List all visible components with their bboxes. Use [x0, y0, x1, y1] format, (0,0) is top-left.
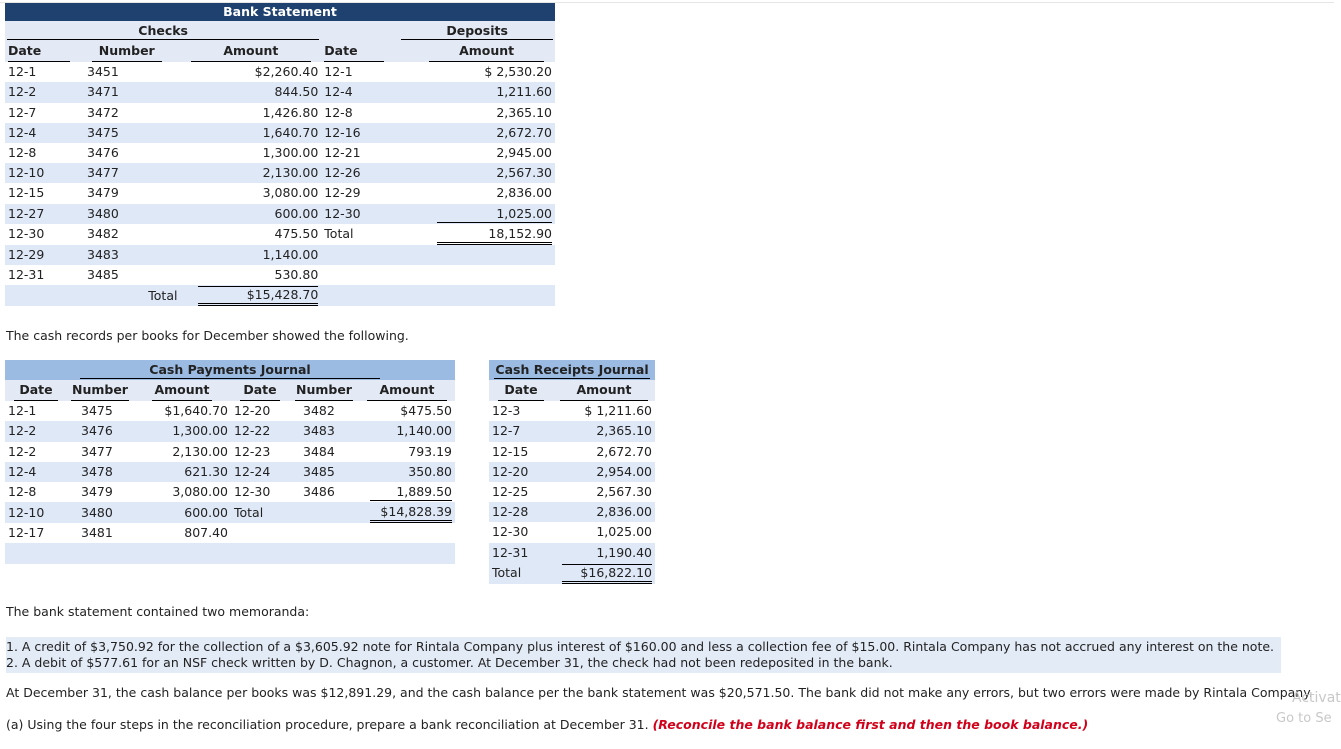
- deposit-amount: 2,672.70: [496, 124, 552, 140]
- memo-2: 2. A debit of $577.61 for an NSF check written by D. Chagnon, a customer. At December 31, the check had not been redeposited in the bank.: [6, 655, 893, 670]
- check-number: 3475: [73, 123, 180, 143]
- cr-amount: 2,672.70: [596, 443, 652, 459]
- deposit-amount: 2,945.00: [496, 145, 552, 161]
- deposit-date: 12-30: [321, 204, 387, 224]
- check-amount: $2,260.40: [180, 62, 321, 82]
- bank-total-row: [5, 285, 555, 306]
- table-row: [5, 421, 455, 441]
- deposit-amount: 1,025.00: [437, 205, 552, 223]
- table-row: [5, 143, 555, 163]
- check-amount: 3,080.00: [180, 183, 321, 203]
- table-row: [5, 442, 455, 462]
- cp-number: 3475: [67, 401, 133, 421]
- check-number: 3485: [73, 265, 180, 285]
- cr-date: 12-31: [489, 543, 553, 563]
- col-date-header: Date: [8, 41, 70, 62]
- col-number-header: Number: [92, 41, 162, 62]
- intro-text: The cash records per books for December showed the following.: [6, 328, 409, 343]
- cp-date: 12-2: [5, 421, 67, 441]
- table-row: [5, 482, 455, 502]
- cp-number: 3478: [67, 462, 133, 482]
- cr-amount: 2,836.00: [596, 504, 652, 520]
- cp-col-number-2: Number: [295, 380, 353, 401]
- check-date: 12-27: [5, 204, 73, 224]
- cp-date: 12-2: [5, 442, 67, 462]
- table-row: [489, 401, 655, 421]
- checks-total-amount: $15,428.70: [198, 286, 318, 306]
- table-row: [5, 62, 555, 82]
- cp-amount: 621.30: [133, 462, 231, 482]
- check-date: 12-8: [5, 143, 73, 163]
- table-row: [5, 502, 455, 523]
- check-date: 12-7: [5, 103, 73, 123]
- cr-amount: 2,567.30: [596, 484, 652, 500]
- deposit-date: [321, 265, 387, 285]
- check-amount: 1,426.80: [180, 103, 321, 123]
- cp-number: 3479: [67, 482, 133, 502]
- cash-receipts-journal: [489, 360, 655, 584]
- deposit-date: 12-4: [321, 82, 387, 102]
- table-row: [489, 522, 655, 542]
- check-amount: 1,640.70: [180, 123, 321, 143]
- cr-total-amount: $16,822.10: [562, 564, 652, 584]
- deposit-amount: 2,836.00: [496, 185, 552, 201]
- cr-date: 12-20: [489, 462, 553, 482]
- cash-payments-title: Cash Payments Journal: [80, 361, 380, 379]
- deposit-amount: 18,152.90: [437, 225, 552, 245]
- table-row: [5, 224, 555, 245]
- cr-date: 12-28: [489, 502, 553, 522]
- cr-col-amount: Amount: [560, 380, 648, 401]
- cp-number-2: 3486: [289, 482, 359, 502]
- table-row: [5, 245, 555, 265]
- cp-date-2: Total: [231, 502, 289, 523]
- cp-amount-2: $475.50: [400, 403, 452, 419]
- cp-date-2: 12-23: [231, 442, 289, 462]
- deposit-amount: 2,365.10: [496, 104, 552, 120]
- memo-1: 1. A credit of $3,750.92 for the collection of a $3,605.92 note for Rintala Company plus interest of $160.00 and less a collection fee of $15.00. Rintala Company has not accrued any interest on the note.: [6, 639, 1275, 654]
- bank-statement-title: Bank Statement: [5, 3, 555, 21]
- cp-number: 3480: [67, 502, 133, 523]
- cp-amount: 2,130.00: [133, 442, 231, 462]
- check-number: 3451: [73, 62, 180, 82]
- cr-amount: $ 1,211.60: [584, 403, 652, 419]
- table-row: [5, 523, 455, 543]
- cp-col-amount: Amount: [152, 380, 212, 401]
- table-row: [5, 163, 555, 183]
- table-row: [5, 123, 555, 143]
- table-row: [489, 482, 655, 502]
- memoranda-box: [6, 637, 1281, 673]
- cp-col-amount-2: Amount: [367, 380, 447, 401]
- cp-date: 12-8: [5, 482, 67, 502]
- cr-total-label: Total: [489, 563, 553, 584]
- cr-date: 12-15: [489, 442, 553, 462]
- cash-payments-journal: [5, 360, 455, 584]
- deposit-date: 12-21: [321, 143, 387, 163]
- balance-text: At December 31, the cash balance per books was $12,891.29, and the cash balance per the bank statement was $20,571.50. The bank did not make any errors, but two errors were made by Rintala Company.: [6, 685, 1313, 700]
- check-number: 3472: [73, 103, 180, 123]
- deposit-date: 12-1: [321, 62, 387, 82]
- question-note: (Reconcile the bank balance first and then the book balance.): [652, 717, 1089, 732]
- cp-amount-2: 1,889.50: [370, 483, 452, 501]
- cp-date-2: 12-30: [231, 482, 289, 502]
- check-date: 12-29: [5, 245, 73, 265]
- cp-number: 3477: [67, 442, 133, 462]
- checks-total-label: Total: [73, 285, 180, 306]
- cash-receipts-title: Cash Receipts Journal: [495, 362, 649, 378]
- check-date: 12-10: [5, 163, 73, 183]
- check-number: 3482: [73, 224, 180, 245]
- cp-number-2: 3485: [289, 462, 359, 482]
- cp-number-2: 3482: [289, 401, 359, 421]
- cp-amount: 600.00: [133, 502, 231, 523]
- check-amount: 475.50: [180, 224, 321, 245]
- cp-number-2: [289, 523, 359, 543]
- check-amount: 1,140.00: [180, 245, 321, 265]
- cp-amount: 807.40: [133, 523, 231, 543]
- cp-date-2: 12-20: [231, 401, 289, 421]
- cp-amount: 1,300.00: [133, 421, 231, 441]
- check-date: 12-1: [5, 62, 73, 82]
- deposit-date: [321, 245, 387, 265]
- deposits-heading: Deposits: [401, 22, 553, 40]
- deposit-amount: 1,211.60: [496, 84, 552, 100]
- check-number: 3476: [73, 143, 180, 163]
- check-date: 12-2: [5, 82, 73, 102]
- cr-amount: 1,025.00: [596, 524, 652, 540]
- table-row: [489, 421, 655, 441]
- table-row: [5, 103, 555, 123]
- cp-amount-2: 1,140.00: [396, 423, 452, 439]
- cp-date: 12-10: [5, 502, 67, 523]
- deposit-date: 12-26: [321, 163, 387, 183]
- activation-watermark-line2: Go to Se: [1276, 711, 1332, 726]
- cp-number: 3481: [67, 523, 133, 543]
- deposit-date: 12-16: [321, 123, 387, 143]
- deposit-date: 12-8: [321, 103, 387, 123]
- cp-col-date: Date: [14, 380, 58, 401]
- cp-number-2: [289, 502, 359, 523]
- activation-watermark-line1: Activat: [1292, 690, 1341, 706]
- table-row: [5, 204, 555, 224]
- check-amount: 600.00: [180, 204, 321, 224]
- question-text: (a) Using the four steps in the reconciliation procedure, prepare a bank reconciliation at December 31.: [6, 717, 649, 732]
- check-amount: 1,300.00: [180, 143, 321, 163]
- deposit-date: 12-29: [321, 183, 387, 203]
- check-amount: 844.50: [180, 82, 321, 102]
- cp-amount: 3,080.00: [133, 482, 231, 502]
- question-line: [6, 717, 1088, 732]
- cr-amount: 1,190.40: [596, 544, 652, 560]
- cr-date: 12-3: [489, 401, 553, 421]
- cp-number: 3476: [67, 421, 133, 441]
- table-row: [489, 543, 655, 563]
- table-row: [5, 265, 555, 285]
- cr-amount: 2,954.00: [596, 463, 652, 479]
- cp-date-2: 12-24: [231, 462, 289, 482]
- cr-total-row: [489, 563, 655, 584]
- cp-date-2: 12-22: [231, 421, 289, 441]
- cp-number-2: 3483: [289, 421, 359, 441]
- check-date: 12-31: [5, 265, 73, 285]
- col-deposit-amount-header: Amount: [429, 41, 544, 62]
- cp-amount-2: $14,828.39: [370, 503, 452, 523]
- table-row: [5, 183, 555, 203]
- check-date: 12-4: [5, 123, 73, 143]
- cr-col-date: Date: [498, 380, 544, 401]
- cp-amount: $1,640.70: [133, 401, 231, 421]
- table-row: [5, 401, 455, 421]
- cr-amount: 2,365.10: [596, 423, 652, 439]
- cp-col-number: Number: [71, 380, 129, 401]
- check-amount: 530.80: [180, 265, 321, 285]
- col-deposit-date-header: Date: [324, 41, 384, 62]
- cp-date: 12-4: [5, 462, 67, 482]
- table-row: [5, 82, 555, 102]
- table-row: [489, 502, 655, 522]
- cr-date: 12-7: [489, 421, 553, 441]
- check-number: 3479: [73, 183, 180, 203]
- check-number: 3483: [73, 245, 180, 265]
- check-number: 3471: [73, 82, 180, 102]
- checks-heading: Checks: [7, 22, 319, 40]
- cp-amount-2: 350.80: [408, 463, 452, 479]
- cr-date: 12-30: [489, 522, 553, 542]
- check-number: 3480: [73, 204, 180, 224]
- cp-date-2: [231, 523, 289, 543]
- table-row: [489, 462, 655, 482]
- cp-date: 12-17: [5, 523, 67, 543]
- deposit-date: Total: [321, 224, 387, 245]
- check-date: 12-15: [5, 183, 73, 203]
- deposit-amount: 2,567.30: [496, 165, 552, 181]
- bank-statement-table: [5, 3, 555, 306]
- cp-amount-2: 793.19: [408, 443, 452, 459]
- check-date: 12-30: [5, 224, 73, 245]
- memo-intro: The bank statement contained two memoranda:: [6, 604, 310, 619]
- col-amount-header: Amount: [191, 41, 311, 62]
- check-amount: 2,130.00: [180, 163, 321, 183]
- cp-number-2: 3484: [289, 442, 359, 462]
- cr-date: 12-25: [489, 482, 553, 502]
- table-row: [5, 462, 455, 482]
- cp-col-date-2: Date: [240, 380, 280, 401]
- table-row: [489, 442, 655, 462]
- deposit-amount: $ 2,530.20: [484, 64, 552, 80]
- cp-date: 12-1: [5, 401, 67, 421]
- check-number: 3477: [73, 163, 180, 183]
